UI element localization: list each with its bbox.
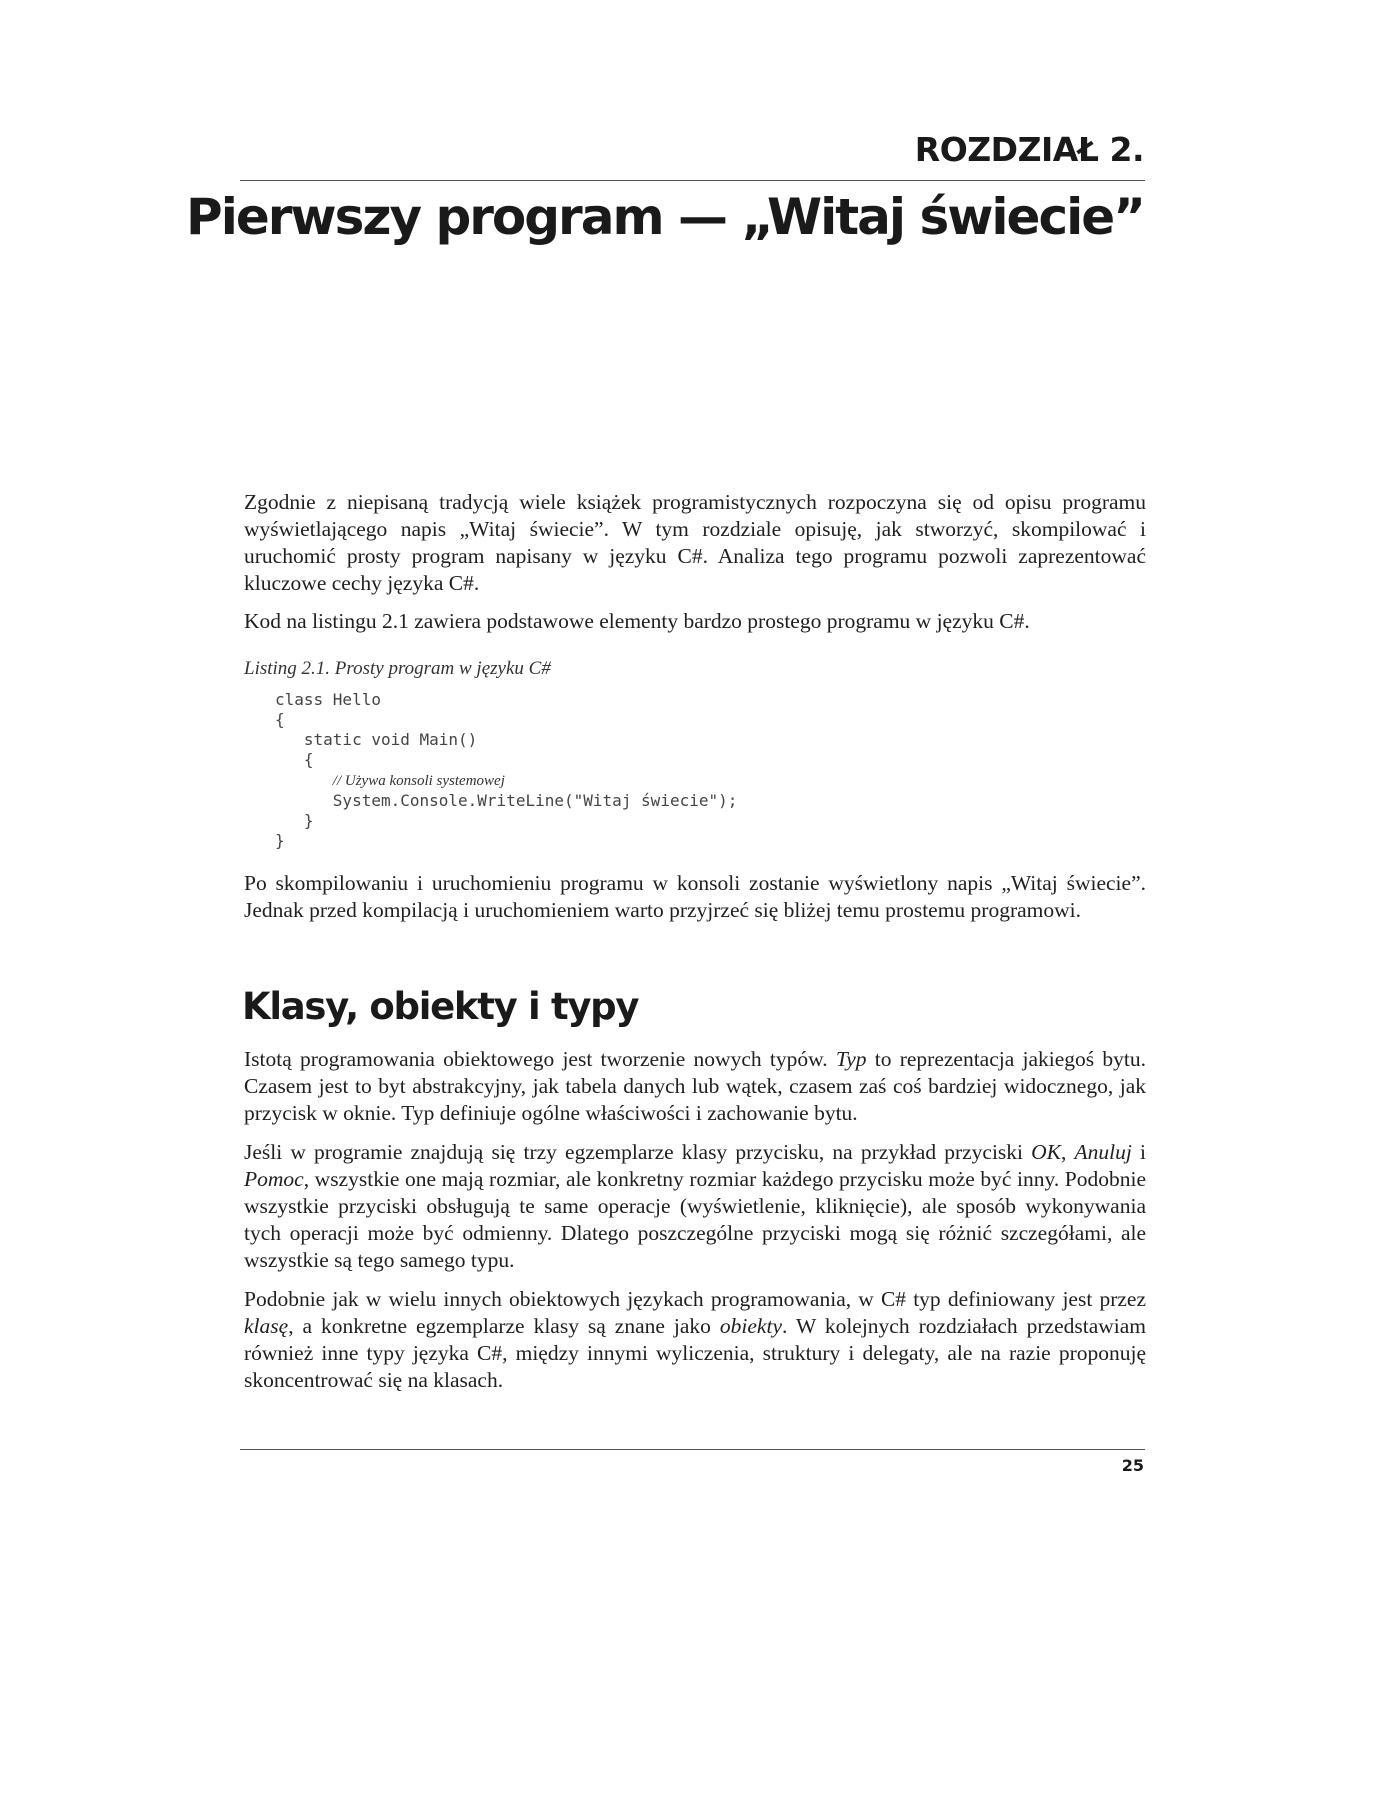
s1-text-b: to reprezentacja jakiegoś bytu. Czasem jest to byt abstrakcyjny, jak tabela danych lub wątek, czasem zaś coś bardziej widocznego, jak przycisk w oknie. Typ definiuje ogólne właściwości i zachowanie bytu. — [244, 1047, 1146, 1125]
intro-paragraph-2-text: Kod na listingu 2.1 zawiera podstawowe elementy bardzo prostego programu w języku C#. — [244, 609, 1030, 633]
section-paragraph-3 — [244, 1286, 1146, 1394]
code-listing — [275, 690, 737, 851]
s3-text-c: . W kolejnych rozdziałach przedstawiam również inne typy języka C#, między innymi wyliczenia, struktury i delegaty, ale na razie proponuję skoncentrować się na klasach. — [244, 1314, 1147, 1392]
s2-text-a: Jeśli w programie znajdują się trzy egzemplarze klasy przycisku, na przykład przyciski — [244, 1140, 1032, 1164]
footer-rule — [240, 1449, 1145, 1450]
s2-emphasis-anuluj: Anuluj — [1074, 1140, 1132, 1164]
s2-text-b: , — [1061, 1140, 1075, 1164]
code-line-4: { — [275, 750, 314, 769]
s1-emphasis-typ: Typ — [835, 1047, 867, 1071]
code-line-5: System.Console.WriteLine("Witaj świecie"); — [275, 791, 738, 810]
code-comment: // Używa konsoli systemowej — [332, 773, 505, 789]
intro-paragraph-1 — [244, 489, 1146, 597]
intro-paragraph-1-text: Zgodnie z niepisaną tradycją wiele książek programistycznych rozpoczyna się od opisu programu wyświetlającego napis „Witaj świecie”. W tym rozdziale opisuję, jak stworzyć, skompilować i uruchomić prosty program napisany w języku C#. Analiza tego programu pozwoli zaprezentować kluczowe cechy języka C#. — [244, 490, 1146, 595]
s3-emphasis-klase: klasę — [244, 1314, 289, 1338]
s1-text-a: Istotą programowania obiektowego jest tworzenie nowych typów. — [244, 1047, 836, 1071]
code-line-1: class Hello — [275, 690, 381, 709]
intro-paragraph-2 — [244, 608, 1146, 635]
listing-caption: Listing 2.1. Prosty program w języku C# — [244, 658, 551, 679]
page-number: 25 — [1121, 1456, 1144, 1475]
chapter-label: ROZDZIAŁ 2. — [914, 130, 1144, 169]
s3-text-b: , a konkretne egzemplarze klasy są znane jako — [288, 1314, 720, 1338]
s2-emphasis-pomoc: Pomoc — [244, 1167, 304, 1191]
after-listing-paragraph-text: Po skompilowaniu i uruchomieniu programu w konsoli zostanie wyświetlony napis „Witaj świecie”. Jednak przed kompilacją i uruchomieniem warto przyjrzeć się bliżej temu prostemu programowi. — [244, 871, 1146, 922]
code-line-6: } — [275, 811, 314, 830]
header-rule — [240, 180, 1145, 181]
chapter-title: Pierwszy program — „Witaj świecie” — [186, 188, 1144, 246]
s3-emphasis-obiekty: obiekty — [719, 1314, 782, 1338]
after-listing-paragraph — [244, 870, 1146, 924]
s2-text-d: , wszystkie one mają rozmiar, ale konkretny rozmiar każdego przycisku może być inny. Podobnie wszystkie przyciski obsługują te same operacje (wyświetlenie, kliknięcie), ale sposób wykonywania tych operacji może być odmienny. Dlatego poszczególne przyciski mogą się różnić szczegółami, ale wszystkie są tego samego typu. — [244, 1167, 1146, 1272]
code-line-2: { — [275, 710, 285, 729]
code-line-3: static void Main() — [275, 730, 478, 749]
section-paragraph-1 — [244, 1046, 1146, 1127]
code-line-7: } — [275, 831, 285, 850]
s2-emphasis-ok: OK — [1031, 1140, 1062, 1164]
s2-text-c: i — [1131, 1140, 1147, 1164]
s3-text-a: Podobnie jak w wielu innych obiektowych językach programowania, w C# typ definiowany jest przez — [244, 1287, 1146, 1311]
section-heading: Klasy, obiekty i typy — [242, 985, 639, 1028]
section-paragraph-2 — [244, 1139, 1146, 1274]
